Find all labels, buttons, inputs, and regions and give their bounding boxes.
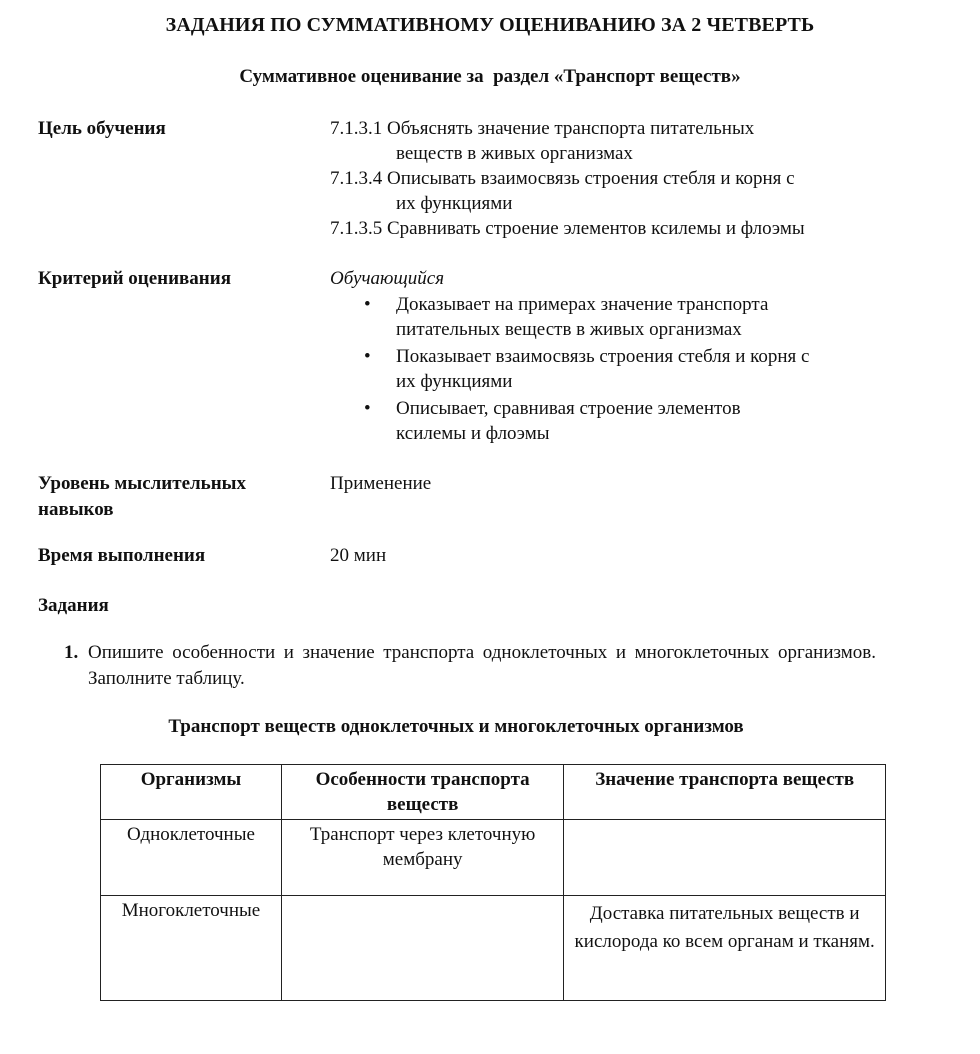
time-label: Время выполнения — [38, 545, 206, 566]
skills-label-line2: навыков — [38, 499, 114, 520]
table-row — [101, 820, 886, 896]
cell-significance[interactable]: Доставка питательных веществ и кислорода ко всем органам и тканям. — [564, 896, 886, 1001]
task-number: 1. — [64, 642, 79, 663]
transport-table — [100, 764, 886, 1001]
criterion-1-line2: питательных веществ в живых организмах — [396, 319, 742, 340]
criteria-label: Критерий оценивания — [38, 268, 231, 289]
criterion-1-line1: Доказывает на примерах значение транспорта — [396, 294, 769, 315]
header-significance: Значение транспорта веществ — [564, 765, 886, 820]
time-value: 20 мин — [330, 545, 387, 566]
objectives-label: Цель обучения — [38, 118, 166, 139]
skills-value: Применение — [330, 473, 432, 494]
cell-organism: Одноклеточные — [101, 820, 282, 896]
bullet-icon: • — [364, 346, 371, 367]
objective-3: 7.1.3.5 Сравнивать строение элементов ксилемы и флоэмы — [330, 218, 805, 239]
skills-label — [38, 471, 246, 523]
skills-label-line1: Уровень мыслительных — [38, 473, 246, 494]
objective-1-cont: веществ в живых организмах — [396, 143, 633, 164]
criteria-intro: Обучающийся — [330, 268, 445, 289]
criterion-3-line1: Описывает, сравнивая строение элементов — [396, 398, 741, 419]
table-title: Транспорт веществ одноклеточных и многоклеточных организмов — [168, 716, 744, 737]
cell-features[interactable]: Транспорт через клеточную мембрану — [281, 820, 563, 896]
header-organisms: Организмы — [101, 765, 282, 820]
criterion-3-line2: ксилемы и флоэмы — [396, 423, 550, 444]
criterion-1 — [396, 292, 896, 342]
bullet-icon: • — [364, 398, 371, 419]
cell-features[interactable] — [281, 896, 563, 1001]
criterion-3 — [396, 396, 896, 446]
criterion-2 — [396, 344, 896, 394]
document-title: ЗАДАНИЯ ПО СУММАТИВНОМУ ОЦЕНИВАНИЮ ЗА 2 ЧЕТВЕРТЬ — [165, 14, 815, 36]
bullet-icon: • — [364, 294, 371, 315]
section-subtitle: Суммативное оценивание за раздел «Транспорт веществ» — [239, 66, 741, 87]
objective-2: 7.1.3.4 Описывать взаимосвязь строения стебля и корня с — [330, 168, 795, 189]
criterion-2-line1: Показывает взаимосвязь строения стебля и корня с — [396, 346, 810, 367]
objective-2-cont: их функциями — [396, 193, 513, 214]
table-header-row — [101, 765, 886, 820]
header-features: Особенности транспорта веществ — [281, 765, 563, 820]
task-text: Опишите особенности и значение транспорта одноклеточных и многоклеточных организмов. Заполните таблицу. — [88, 642, 876, 689]
cell-organism: Многоклеточные — [101, 896, 282, 1001]
table-row — [101, 896, 886, 1001]
objective-1: 7.1.3.1 Объяснять значение транспорта питательных — [330, 118, 755, 139]
cell-significance[interactable] — [564, 820, 886, 896]
criterion-2-line2: их функциями — [396, 371, 513, 392]
tasks-heading: Задания — [38, 595, 109, 616]
